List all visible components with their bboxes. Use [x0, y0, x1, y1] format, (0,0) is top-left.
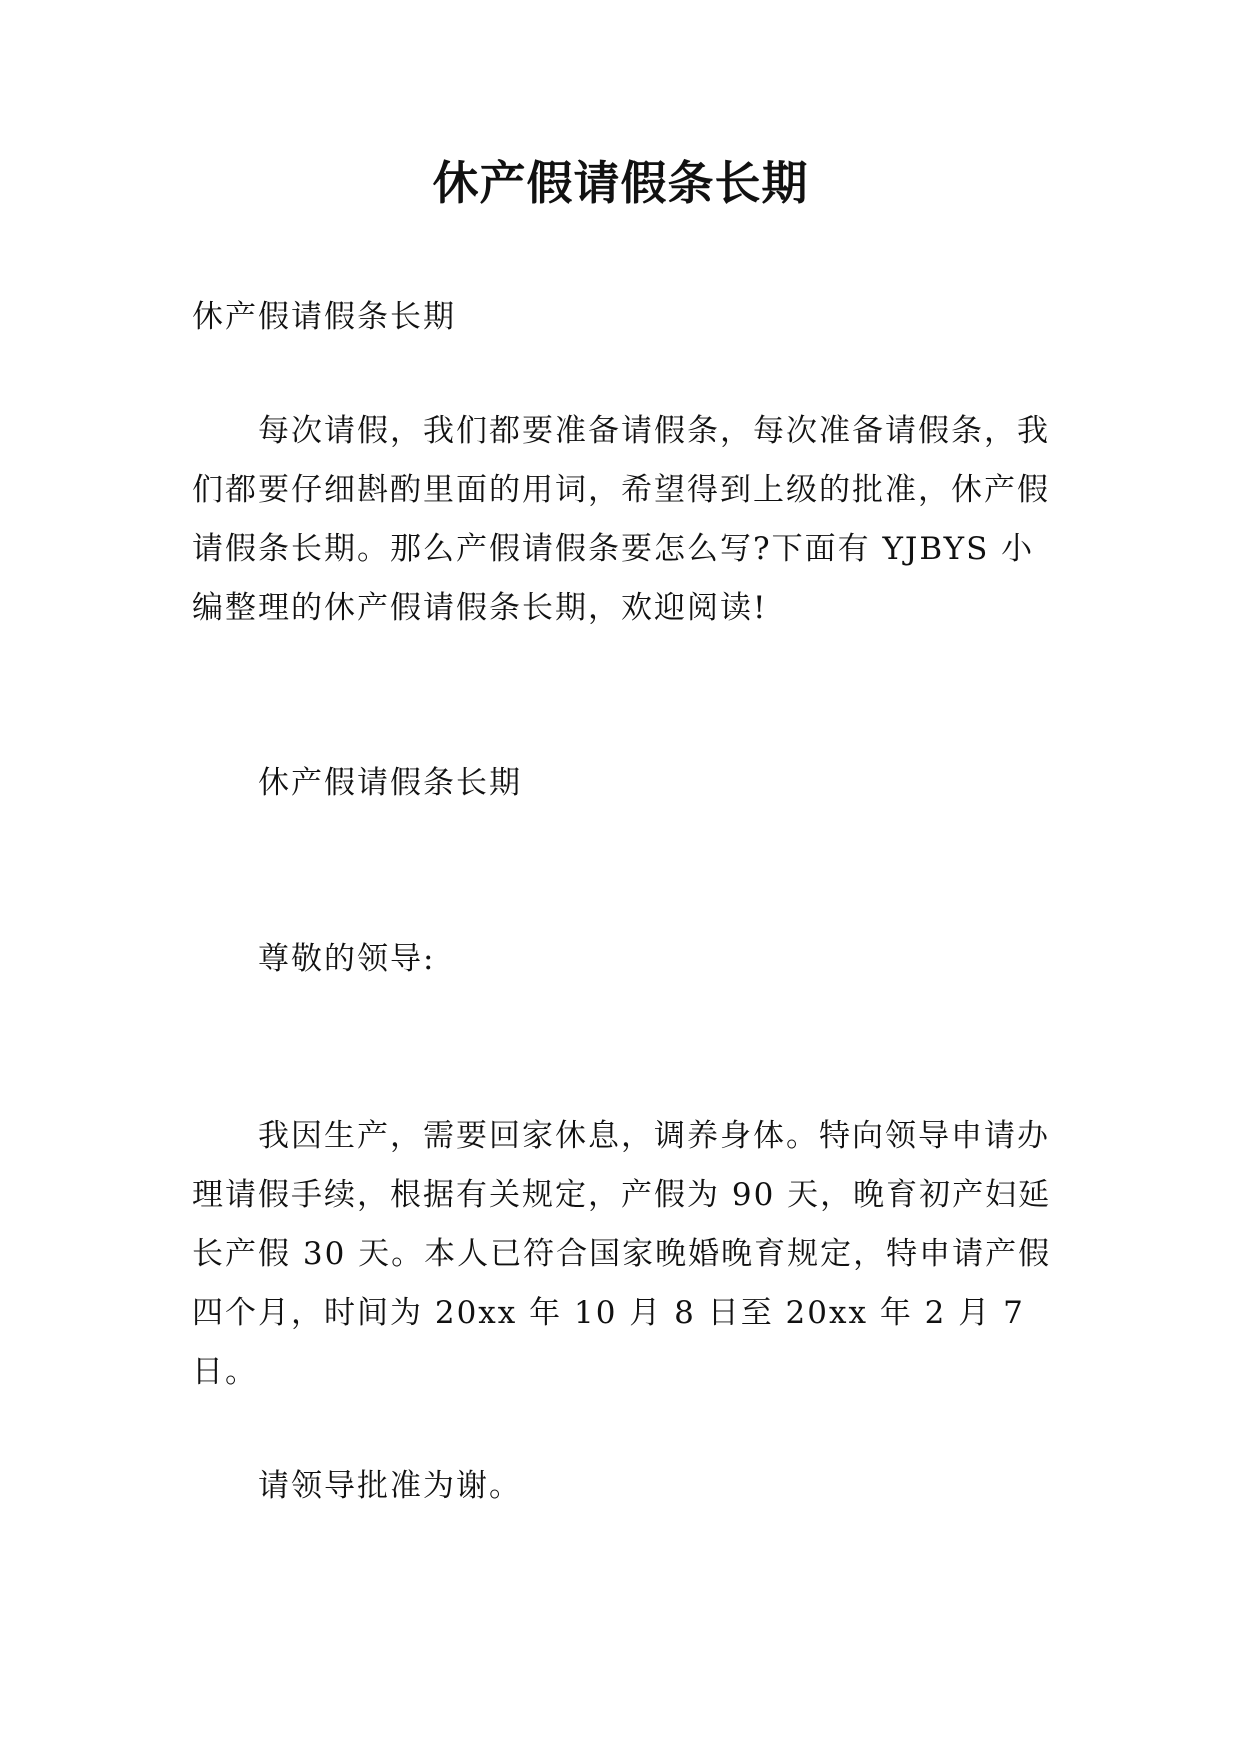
document-subheading: 休产假请假条长期 — [192, 299, 456, 335]
letter-closing: 请领导批准为谢。 — [258, 1468, 522, 1504]
letter-salutation: 尊敬的领导: — [258, 941, 436, 977]
document-title: 休产假请假条长期 — [432, 156, 809, 210]
letter-body-paragraph: 我因生产，需要回家休息，调养身体。特向领导申请办理请假手续，根据有关规定，产假为 90 天，晚育初产妇延长产假 30 天。本人已符合国家晚婚晚育规定，特申请产假四个月，时间为 20xx 年 10 月 8 日至 20xx 年 2 月 7 日。 — [192, 1118, 1052, 1390]
intro-paragraph: 每次请假，我们都要准备请假条，每次准备请假条，我们都要仔细斟酌里面的用词，希望得到上级的批准，休产假请假条长期。那么产假请假条要怎么写?下面有 YJBYS 小编整理的休产假请假条长期，欢迎阅读! — [192, 413, 1050, 626]
letter-title: 休产假请假条长期 — [258, 765, 522, 801]
